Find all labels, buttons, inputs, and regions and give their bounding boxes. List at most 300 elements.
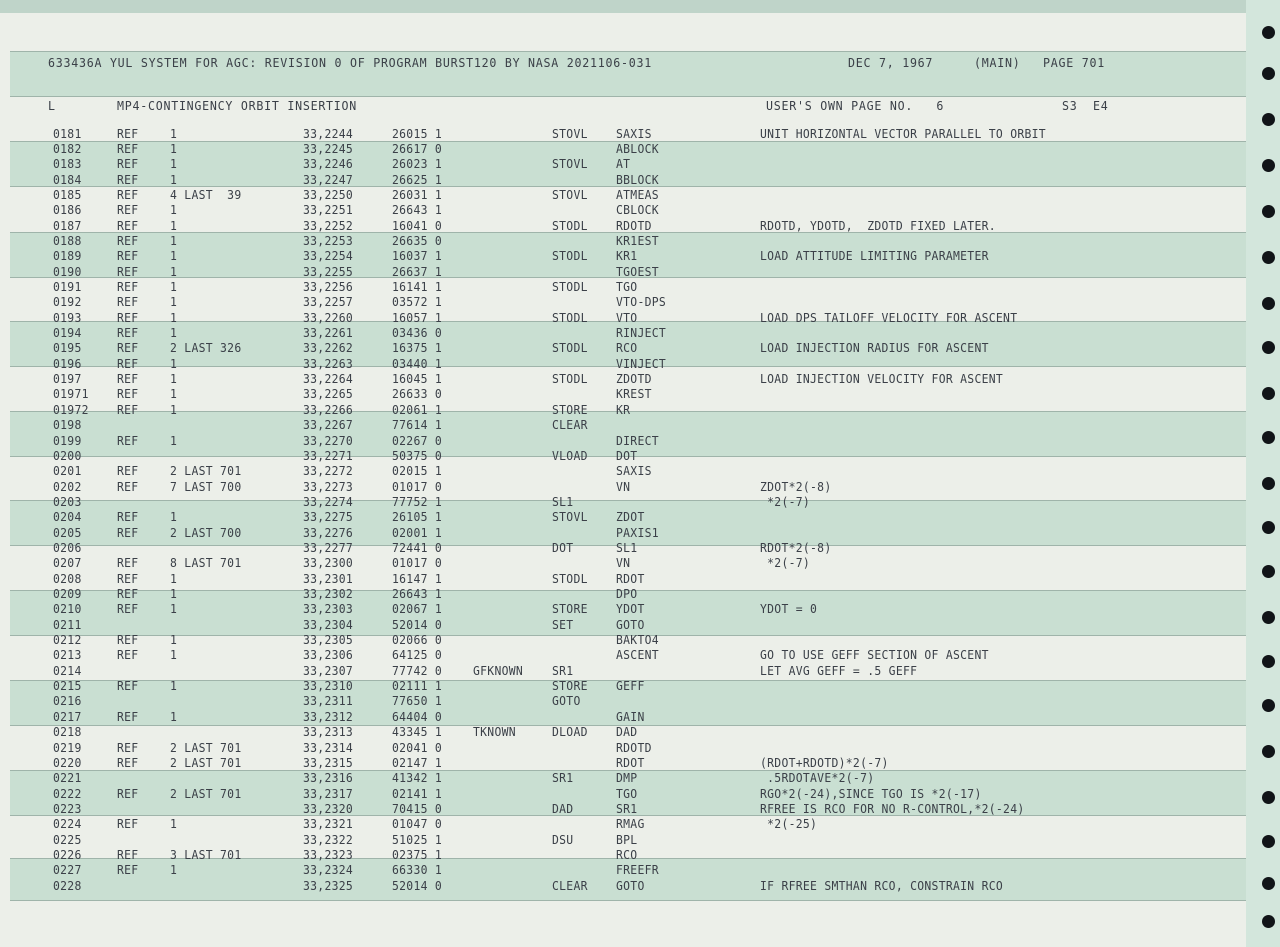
cell-operand: GAIN: [616, 709, 645, 724]
cell-info: 1: [170, 264, 178, 279]
cell-operand: RCO: [616, 341, 638, 356]
cell-line: 0183: [53, 157, 82, 172]
cell-word: 16045 1: [392, 372, 443, 387]
cell-addr: 33,2274: [303, 494, 354, 509]
listing-row: [0, 572, 1246, 587]
cell-word: 02267 0: [392, 433, 443, 448]
tractor-hole: [1262, 655, 1275, 668]
cell-addr: 33,2266: [303, 402, 354, 417]
cell-word: 02001 1: [392, 525, 443, 540]
cell-word: 01017 0: [392, 556, 443, 571]
cell-word: 66330 1: [392, 863, 443, 878]
cell-op: DSU: [552, 832, 574, 847]
cell-operand: VN: [616, 479, 631, 494]
listing-row: [0, 771, 1246, 786]
listing-row: [0, 265, 1246, 280]
cell-info: 1: [170, 817, 178, 832]
cell-op: DAD: [552, 801, 574, 816]
cell-operand: AT: [616, 157, 631, 172]
cell-operand: VN: [616, 556, 631, 571]
listing-row: [0, 403, 1246, 418]
cell-operand: CBLOCK: [616, 203, 659, 218]
cell-ref: REF: [117, 387, 139, 402]
cell-operand: BPL: [616, 832, 638, 847]
cell-op: STODL: [552, 341, 588, 356]
cell-word: 02061 1: [392, 402, 443, 417]
cell-info: 1: [170, 233, 178, 248]
cell-line: 0210: [53, 602, 82, 617]
listing-row: [0, 526, 1246, 541]
cell-addr: 33,2263: [303, 356, 354, 371]
cell-addr: 33,2307: [303, 663, 354, 678]
tractor-hole: [1262, 251, 1275, 264]
cell-ref: REF: [117, 326, 139, 341]
cell-info: 2 LAST 326: [170, 341, 242, 356]
listing-row: [0, 173, 1246, 188]
cell-info: 1: [170, 648, 178, 663]
cell-ref: REF: [117, 141, 139, 156]
cell-line: 0205: [53, 525, 82, 540]
cell-ref: REF: [117, 479, 139, 494]
cell-addr: 33,2323: [303, 847, 354, 862]
listing-row: [0, 618, 1246, 633]
cell-addr: 33,2276: [303, 525, 354, 540]
tractor-hole: [1262, 745, 1275, 758]
cell-info: 8 LAST 701: [170, 556, 242, 571]
cell-operand: ASCENT: [616, 648, 659, 663]
cell-addr: 33,2324: [303, 863, 354, 878]
cell-addr: 33,2245: [303, 141, 354, 156]
listing-row: [0, 234, 1246, 249]
cell-word: 72441 0: [392, 540, 443, 555]
cell-operand: TGO: [616, 280, 638, 294]
cell-ref: REF: [117, 356, 139, 371]
cell-addr: 33,2250: [303, 187, 354, 202]
cell-line: 0197: [53, 372, 82, 387]
cell-op: SR1: [552, 771, 574, 786]
cell-ref: REF: [117, 295, 139, 310]
tractor-hole: [1262, 521, 1275, 534]
cell-operand: RDOT: [616, 571, 645, 586]
band-rule: [10, 900, 1246, 901]
cell-addr: 33,2301: [303, 571, 354, 586]
listing-row: [0, 464, 1246, 479]
cell-operand: RINJECT: [616, 326, 667, 341]
listing-row: [0, 295, 1246, 310]
cell-word: 26105 1: [392, 510, 443, 525]
cell-addr: 33,2305: [303, 633, 354, 648]
listing-row: [0, 633, 1246, 648]
cell-line: 0185: [53, 187, 82, 202]
tractor-hole: [1262, 477, 1275, 490]
cell-line: 0196: [53, 356, 82, 371]
cell-info: 1: [170, 326, 178, 341]
cell-info: 1: [170, 218, 178, 233]
listing-row: [0, 357, 1246, 372]
cell-line: 0217: [53, 709, 82, 724]
cell-info: 1: [170, 157, 178, 172]
listing-row: [0, 142, 1246, 157]
cell-operand: VINJECT: [616, 356, 667, 371]
cell-operand: SAXIS: [616, 126, 652, 141]
cell-ref: REF: [117, 709, 139, 724]
cell-line: 0201: [53, 464, 82, 479]
cell-operand: DOT: [616, 448, 638, 463]
cell-line: 0189: [53, 249, 82, 264]
cell-addr: 33,2253: [303, 233, 354, 248]
cell-line: 0218: [53, 725, 82, 740]
cell-word: 26023 1: [392, 157, 443, 172]
users-page-number: USER'S OWN PAGE NO. 6: [766, 98, 945, 113]
cell-line: 0192: [53, 295, 82, 310]
cell-ref: REF: [117, 341, 139, 356]
cell-operand: RDOT: [616, 755, 645, 770]
cell-word: 02041 0: [392, 740, 443, 755]
listing-row: [0, 326, 1246, 341]
cell-info: 2 LAST 701: [170, 755, 242, 770]
tractor-hole: [1262, 791, 1275, 804]
cell-info: 7 LAST 700: [170, 479, 242, 494]
cell-info: 1: [170, 510, 178, 525]
cell-addr: 33,2314: [303, 740, 354, 755]
tractor-hole: [1262, 835, 1275, 848]
cell-ref: REF: [117, 249, 139, 264]
cell-info: 1: [170, 372, 178, 387]
cell-addr: 33,2265: [303, 387, 354, 402]
cell-operand: PAXIS1: [616, 525, 659, 540]
cell-line: 01971: [53, 387, 89, 402]
listing-row: [0, 219, 1246, 234]
cell-line: 0186: [53, 203, 82, 218]
cell-info: 1: [170, 679, 178, 694]
cell-ref: REF: [117, 602, 139, 617]
cell-ref: REF: [117, 172, 139, 187]
cell-comment: *2(-7): [760, 556, 811, 571]
cell-addr: 33,2312: [303, 709, 354, 724]
cell-line: 0215: [53, 679, 82, 694]
listing-row: [0, 817, 1246, 832]
cell-ref: REF: [117, 464, 139, 479]
cell-word: 77614 1: [392, 418, 443, 433]
cell-operand: SR1: [616, 801, 638, 816]
cell-op: STODL: [552, 218, 588, 233]
tractor-hole: [1262, 915, 1275, 928]
cell-word: 26015 1: [392, 126, 443, 141]
listing-row: [0, 418, 1246, 433]
cell-ref: REF: [117, 817, 139, 832]
cell-line: 0199: [53, 433, 82, 448]
cell-line: 0211: [53, 617, 82, 632]
cell-word: 16375 1: [392, 341, 443, 356]
cell-word: 41342 1: [392, 771, 443, 786]
cell-info: 1: [170, 602, 178, 617]
cell-op: STORE: [552, 602, 588, 617]
cell-line: 0222: [53, 786, 82, 801]
cell-line: 0223: [53, 801, 82, 816]
cell-addr: 33,2320: [303, 801, 354, 816]
listing-row: [0, 341, 1246, 356]
cell-addr: 33,2257: [303, 295, 354, 310]
listing-row: [0, 725, 1246, 740]
cell-op: STOVL: [552, 126, 588, 141]
cell-ref: REF: [117, 556, 139, 571]
cell-addr: 33,2311: [303, 694, 354, 709]
cell-addr: 33,2267: [303, 418, 354, 433]
cell-addr: 33,2322: [303, 832, 354, 847]
cell-addr: 33,2254: [303, 249, 354, 264]
cell-operand: KR1: [616, 249, 638, 264]
cell-op: CLEAR: [552, 878, 588, 893]
cell-ref: REF: [117, 310, 139, 325]
cell-addr: 33,2261: [303, 326, 354, 341]
cell-addr: 33,2306: [303, 648, 354, 663]
cell-addr: 33,2271: [303, 448, 354, 463]
cell-word: 26617 0: [392, 141, 443, 156]
cell-ref: REF: [117, 571, 139, 586]
cell-word: 77650 1: [392, 694, 443, 709]
cell-addr: 33,2260: [303, 310, 354, 325]
section-code: S3 E4: [1062, 98, 1109, 113]
cell-addr: 33,2302: [303, 587, 354, 601]
tractor-hole: [1262, 387, 1275, 400]
system-header-line: 633436A YUL SYSTEM FOR AGC: REVISION 0 OF PROGRAM BURST120 BY NASA 2021106-031: [48, 55, 652, 70]
listing-row: [0, 664, 1246, 679]
cell-op: GOTO: [552, 694, 581, 709]
page-top-strip: [0, 0, 1246, 13]
cell-word: 70415 0: [392, 801, 443, 816]
cell-comment: LOAD INJECTION RADIUS FOR ASCENT: [760, 341, 989, 356]
cell-operand: GOTO: [616, 878, 645, 893]
cell-ref: REF: [117, 863, 139, 878]
cell-info: 1: [170, 587, 178, 601]
listing-row: [0, 833, 1246, 848]
cell-word: 02147 1: [392, 755, 443, 770]
cell-addr: 33,2321: [303, 817, 354, 832]
cell-addr: 33,2252: [303, 218, 354, 233]
listing-row: [0, 756, 1246, 771]
cell-label: TKNOWN: [473, 725, 516, 740]
cell-addr: 33,2316: [303, 771, 354, 786]
cell-line: 0202: [53, 479, 82, 494]
cell-info: 1: [170, 709, 178, 724]
cell-comment: (RDOT+RDOTD)*2(-7): [760, 755, 889, 770]
cell-addr: 33,2317: [303, 786, 354, 801]
cell-word: 16037 1: [392, 249, 443, 264]
cell-comment: RGO*2(-24),SINCE TGO IS *2(-17): [760, 786, 982, 801]
cell-operand: KR: [616, 402, 631, 417]
listing-row: [0, 203, 1246, 218]
listing-row: [0, 556, 1246, 571]
listing-row: [0, 741, 1246, 756]
cell-line: 0212: [53, 633, 82, 648]
cell-ref: REF: [117, 126, 139, 141]
cell-addr: 33,2246: [303, 157, 354, 172]
listing-row: [0, 710, 1246, 725]
cell-word: 16141 1: [392, 280, 443, 294]
cell-info: 2 LAST 700: [170, 525, 242, 540]
cell-operand: VTO-DPS: [616, 295, 667, 310]
cell-ref: REF: [117, 679, 139, 694]
cell-ref: REF: [117, 587, 139, 601]
cell-word: 77752 1: [392, 494, 443, 509]
listing-row: [0, 372, 1246, 387]
cell-line: 0190: [53, 264, 82, 279]
tractor-hole: [1262, 431, 1275, 444]
cell-operand: VTO: [616, 310, 638, 325]
cell-addr: 33,2315: [303, 755, 354, 770]
cell-line: 0198: [53, 418, 82, 433]
cell-info: 4 LAST 39: [170, 187, 242, 202]
cell-line: 0195: [53, 341, 82, 356]
cell-operand: GOTO: [616, 617, 645, 632]
cell-operand: GEFF: [616, 679, 645, 694]
cell-ref: REF: [117, 187, 139, 202]
cell-comment: GO TO USE GEFF SECTION OF ASCENT: [760, 648, 989, 663]
listing-row: [0, 280, 1246, 295]
main-tag: (MAIN): [974, 55, 1021, 70]
cell-ref: REF: [117, 372, 139, 387]
cell-operand: DAD: [616, 725, 638, 740]
cell-comment: .5RDOTAVE*2(-7): [760, 771, 875, 786]
cell-operand: DIRECT: [616, 433, 659, 448]
cell-operand: KR1EST: [616, 233, 659, 248]
cell-comment: RFREE IS RCO FOR NO R-CONTROL,*2(-24): [760, 801, 1025, 816]
cell-word: 52014 0: [392, 617, 443, 632]
cell-comment: LOAD DPS TAILOFF VELOCITY FOR ASCENT: [760, 310, 1018, 325]
cell-word: 02066 0: [392, 633, 443, 648]
cell-info: 1: [170, 126, 178, 141]
cell-info: 1: [170, 863, 178, 878]
cell-addr: 33,2262: [303, 341, 354, 356]
tractor-hole: [1262, 113, 1275, 126]
listing-row: [0, 188, 1246, 203]
listing-row: [0, 157, 1246, 172]
listing-row: [0, 480, 1246, 495]
cell-operand: KREST: [616, 387, 652, 402]
cell-ref: REF: [117, 510, 139, 525]
cell-op: STODL: [552, 571, 588, 586]
cell-word: 26637 1: [392, 264, 443, 279]
cell-op: DLOAD: [552, 725, 588, 740]
cell-word: 16057 1: [392, 310, 443, 325]
cell-ref: REF: [117, 786, 139, 801]
cell-line: 0214: [53, 663, 82, 678]
cell-ref: REF: [117, 740, 139, 755]
listing-row: [0, 449, 1246, 464]
cell-op: SR1: [552, 663, 574, 678]
cell-ref: REF: [117, 218, 139, 233]
cell-operand: DPO: [616, 587, 638, 601]
listing-row: [0, 387, 1246, 402]
cell-addr: 33,2275: [303, 510, 354, 525]
cell-comment: ZDOT*2(-8): [760, 479, 832, 494]
cell-addr: 33,2244: [303, 126, 354, 141]
cell-comment: YDOT = 0: [760, 602, 818, 617]
cell-op: STODL: [552, 280, 588, 294]
cell-line: 0203: [53, 494, 82, 509]
cell-line: 0204: [53, 510, 82, 525]
cell-line: 0188: [53, 233, 82, 248]
cell-line: 0206: [53, 540, 82, 555]
listing-row: [0, 249, 1246, 264]
cell-comment: UNIT HORIZONTAL VECTOR PARALLEL TO ORBIT: [760, 126, 1046, 141]
cell-addr: 33,2313: [303, 725, 354, 740]
cell-line: 0221: [53, 771, 82, 786]
cell-op: STORE: [552, 402, 588, 417]
cell-operand: RCO: [616, 847, 638, 862]
cell-word: 01017 0: [392, 479, 443, 494]
cell-operand: RDOTD: [616, 740, 652, 755]
listing-row: [0, 602, 1246, 617]
cell-info: 3 LAST 701: [170, 847, 242, 862]
cell-operand: TGOEST: [616, 264, 659, 279]
listing-row: [0, 648, 1246, 663]
cell-operand: ATMEAS: [616, 187, 659, 202]
cell-comment: LET AVG GEFF = .5 GEFF: [760, 663, 918, 678]
cell-info: 2 LAST 701: [170, 464, 242, 479]
cell-op: STORE: [552, 679, 588, 694]
cell-word: 01047 0: [392, 817, 443, 832]
cell-operand: SAXIS: [616, 464, 652, 479]
listing-row: [0, 510, 1246, 525]
cell-info: 1: [170, 433, 178, 448]
cell-line: 0184: [53, 172, 82, 187]
cell-addr: 33,2270: [303, 433, 354, 448]
cell-line: 0207: [53, 556, 82, 571]
cell-op: STODL: [552, 249, 588, 264]
page-number: PAGE 701: [1043, 55, 1105, 70]
cell-line: 0209: [53, 587, 82, 601]
l-marker: L: [48, 98, 56, 113]
cell-info: 1: [170, 387, 178, 402]
cell-info: 1: [170, 633, 178, 648]
cell-info: 1: [170, 310, 178, 325]
cell-op: STOVL: [552, 157, 588, 172]
cell-info: 1: [170, 203, 178, 218]
cell-op: STODL: [552, 310, 588, 325]
listing-date: DEC 7, 1967: [848, 55, 934, 70]
cell-word: 03572 1: [392, 295, 443, 310]
cell-operand: TGO: [616, 786, 638, 801]
cell-addr: 33,2251: [303, 203, 354, 218]
tractor-hole: [1262, 205, 1275, 218]
cell-ref: REF: [117, 157, 139, 172]
cell-op: VLOAD: [552, 448, 588, 463]
cell-word: 51025 1: [392, 832, 443, 847]
cell-comment: RDOTD, YDOTD, ZDOTD FIXED LATER.: [760, 218, 996, 233]
cell-info: 1: [170, 402, 178, 417]
cell-word: 16041 0: [392, 218, 443, 233]
cell-ref: REF: [117, 203, 139, 218]
cell-addr: 33,2247: [303, 172, 354, 187]
tractor-hole: [1262, 26, 1275, 39]
cell-word: 26625 1: [392, 172, 443, 187]
cell-operand: ZDOTD: [616, 372, 652, 387]
listing-row: [0, 127, 1246, 142]
cell-word: 02015 1: [392, 464, 443, 479]
listing-row: [0, 863, 1246, 878]
cell-op: STODL: [552, 372, 588, 387]
cell-line: 0216: [53, 694, 82, 709]
listing-row: [0, 311, 1246, 326]
cell-line: 0182: [53, 141, 82, 156]
cell-ref: REF: [117, 633, 139, 648]
tractor-hole: [1262, 341, 1275, 354]
cell-info: 1: [170, 141, 178, 156]
band-rule: [10, 96, 1246, 97]
cell-info: 1: [170, 356, 178, 371]
listing-row: [0, 679, 1246, 694]
